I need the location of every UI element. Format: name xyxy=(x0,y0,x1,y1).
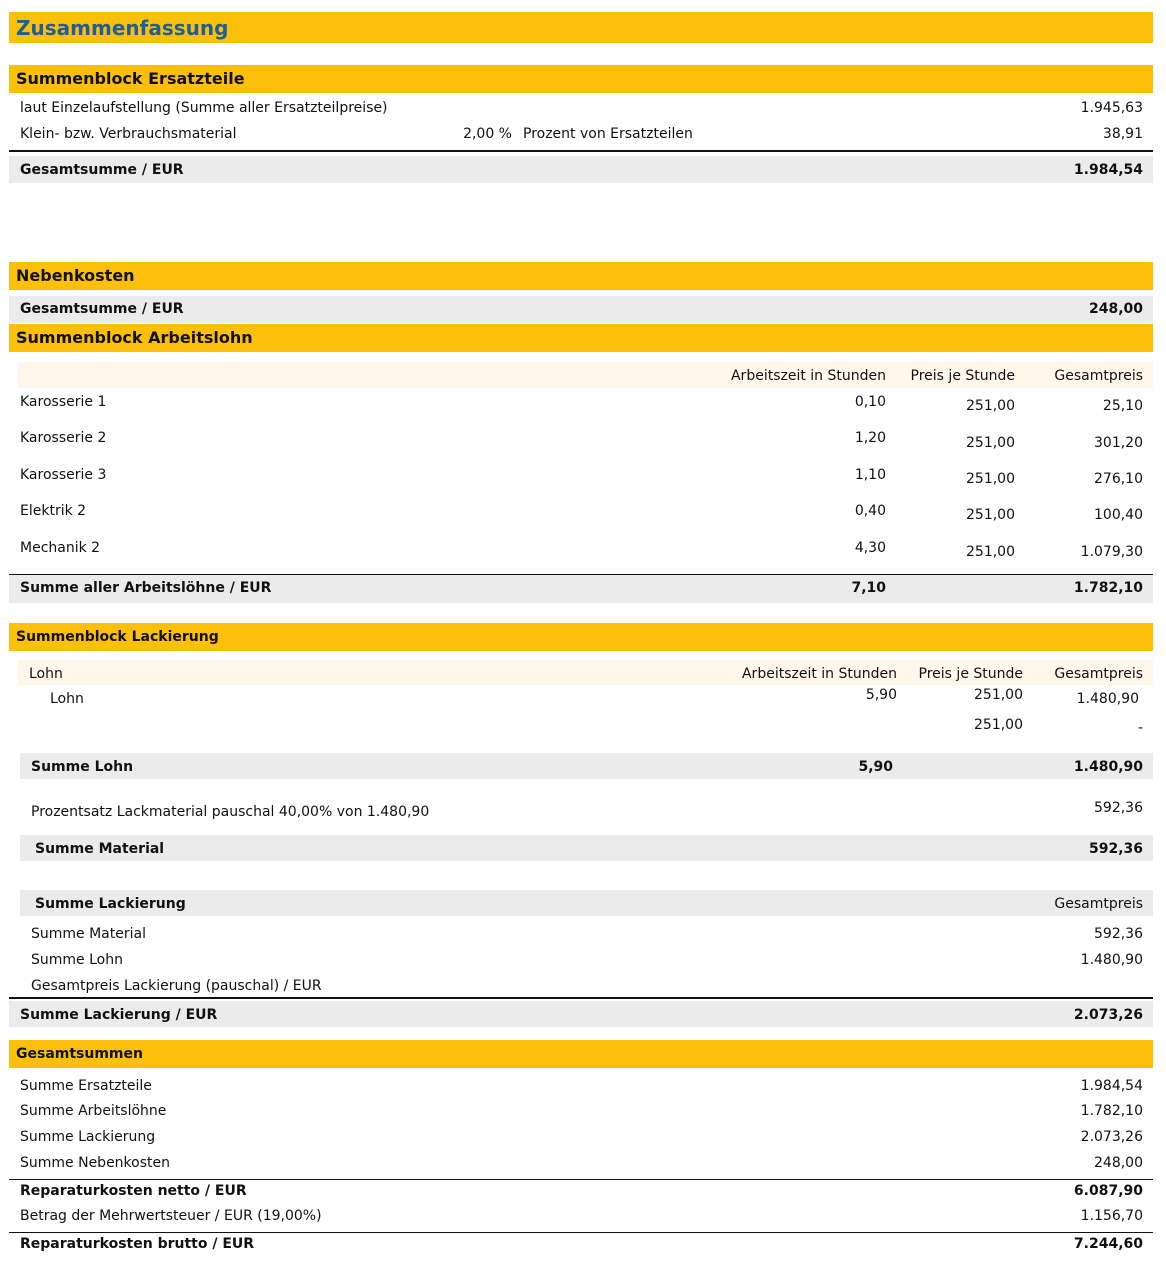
extra-costs-header: Nebenkosten xyxy=(16,266,135,285)
parts-row-value: 38,91 xyxy=(1102,126,1143,142)
paint-material-sum-label: Summe Material xyxy=(35,841,165,857)
paint-wage-sum-row xyxy=(20,753,1153,779)
labor-row-total: 276,10 xyxy=(1094,471,1143,487)
labor-col-hours: Arbeitszeit in Stunden xyxy=(730,368,886,384)
paint-total-value: 2.073,26 xyxy=(1073,1007,1143,1023)
totals-row-value: 1.782,10 xyxy=(1080,1103,1143,1119)
paint-sum-col: Gesamtpreis xyxy=(1054,896,1143,912)
totals-header: Gesamtsummen xyxy=(16,1046,143,1062)
paint-col-rate: Preis je Stunde xyxy=(918,666,1023,682)
paint-sum-row-value: 592,36 xyxy=(1094,926,1143,942)
labor-row-label: Karosserie 2 xyxy=(20,430,107,446)
extra-costs-total-label: Gesamtsumme / EUR xyxy=(20,301,184,317)
paint-wage-row-hours: 5,90 xyxy=(865,687,897,703)
labor-row-label: Mechanik 2 xyxy=(20,540,101,556)
labor-row-hours: 1,10 xyxy=(854,467,886,483)
paint-wage-row-label: Lohn xyxy=(50,691,84,707)
page-title: Zusammenfassung xyxy=(16,16,229,40)
labor-row-label: Karosserie 1 xyxy=(20,394,107,410)
paint-sum-row-label: Summe Lohn xyxy=(31,952,123,968)
paint-col-hours: Arbeitszeit in Stunden xyxy=(741,666,897,682)
totals-net-value: 6.087,90 xyxy=(1073,1183,1143,1199)
parts-row-percent: 2,00 % xyxy=(463,126,512,142)
labor-row-total: 301,20 xyxy=(1094,435,1143,451)
labor-header: Summenblock Arbeitslohn xyxy=(16,328,253,347)
extra-costs-header-band xyxy=(9,262,1153,290)
labor-sum-label: Summe aller Arbeitslöhne / EUR xyxy=(20,580,272,596)
divider xyxy=(9,997,1153,999)
paint-total-label: Summe Lackierung / EUR xyxy=(20,1007,218,1023)
labor-row-hours: 0,40 xyxy=(854,503,886,519)
paint-wage-row2-total: - xyxy=(1137,720,1143,736)
labor-row-rate: 251,00 xyxy=(966,507,1015,523)
labor-row-label: Karosserie 3 xyxy=(20,467,107,483)
paint-sum-row-label: Gesamtpreis Lackierung (pauschal) / EUR xyxy=(31,978,322,994)
divider xyxy=(9,1179,1153,1180)
paint-wage-row-total: 1.480,90 xyxy=(1076,691,1139,707)
parts-total-value: 1.984,54 xyxy=(1073,162,1143,178)
totals-net-label: Reparaturkosten netto / EUR xyxy=(20,1183,247,1199)
labor-row-label: Elektrik 2 xyxy=(20,503,87,519)
parts-row-value: 1.945,63 xyxy=(1080,100,1143,116)
labor-row-total: 100,40 xyxy=(1094,507,1143,523)
labor-row-rate: 251,00 xyxy=(966,471,1015,487)
parts-header: Summenblock Ersatzteile xyxy=(16,69,245,88)
parts-total-label: Gesamtsumme / EUR xyxy=(20,162,184,178)
parts-row-label: Klein- bzw. Verbrauchsmaterial xyxy=(20,126,237,142)
paint-material-text: Prozentsatz Lackmaterial pauschal 40,00% von 1.480,90 xyxy=(31,804,430,820)
labor-row-hours: 0,10 xyxy=(854,394,886,410)
paint-sum-header-row xyxy=(20,890,1153,916)
paint-material-value: 592,36 xyxy=(1094,800,1143,816)
totals-row-label: Summe Nebenkosten xyxy=(20,1155,171,1171)
labor-row-hours: 1,20 xyxy=(854,430,886,446)
paint-material-sum-row xyxy=(20,835,1153,861)
labor-row-rate: 251,00 xyxy=(966,435,1015,451)
totals-gross-value: 7.244,60 xyxy=(1073,1236,1143,1252)
paint-col-total: Gesamtpreis xyxy=(1054,666,1143,682)
extra-costs-total-value: 248,00 xyxy=(1088,301,1143,317)
totals-header-band xyxy=(9,1040,1153,1068)
parts-row-note: Prozent von Ersatzteilen xyxy=(523,126,693,142)
totals-row-label: Summe Lackierung xyxy=(20,1129,156,1145)
paint-wage-sum-total: 1.480,90 xyxy=(1073,759,1143,775)
divider xyxy=(9,150,1153,152)
totals-gross-label: Reparaturkosten brutto / EUR xyxy=(20,1236,255,1252)
paint-header: Summenblock Lackierung xyxy=(16,629,219,645)
totals-row-label: Summe Arbeitslöhne xyxy=(20,1103,167,1119)
labor-row-rate: 251,00 xyxy=(966,544,1015,560)
paint-wage-row-rate: 251,00 xyxy=(974,687,1023,703)
totals-vat-label: Betrag der Mehrwertsteuer / EUR (19,00%) xyxy=(20,1208,322,1224)
labor-row-total: 1.079,30 xyxy=(1080,544,1143,560)
paint-sum-header: Summe Lackierung xyxy=(35,896,186,912)
totals-row-value: 248,00 xyxy=(1094,1155,1143,1171)
paint-sum-row-label: Summe Material xyxy=(31,926,146,942)
totals-row-value: 2.073,26 xyxy=(1080,1129,1143,1145)
paint-wage-sum-hours: 5,90 xyxy=(858,759,893,775)
paint-wage-header: Lohn xyxy=(29,666,63,682)
labor-row-rate: 251,00 xyxy=(966,398,1015,414)
paint-wage-row2-rate: 251,00 xyxy=(974,717,1023,733)
totals-row-value: 1.984,54 xyxy=(1080,1078,1143,1094)
labor-sum-total: 1.782,10 xyxy=(1073,580,1143,596)
labor-sum-hours: 7,10 xyxy=(851,580,886,596)
labor-col-total: Gesamtpreis xyxy=(1054,368,1143,384)
paint-wage-sum-label: Summe Lohn xyxy=(31,759,134,775)
totals-row-label: Summe Ersatzteile xyxy=(20,1078,152,1094)
paint-material-sum-value: 592,36 xyxy=(1088,841,1143,857)
labor-col-rate: Preis je Stunde xyxy=(910,368,1015,384)
parts-row-label: laut Einzelaufstellung (Summe aller Ersatzteilpreise) xyxy=(20,100,388,116)
totals-vat-value: 1.156,70 xyxy=(1080,1208,1143,1224)
paint-sum-row-value: 1.480,90 xyxy=(1080,952,1143,968)
divider xyxy=(9,1232,1153,1233)
labor-row-hours: 4,30 xyxy=(854,540,886,556)
labor-row-total: 25,10 xyxy=(1102,398,1143,414)
